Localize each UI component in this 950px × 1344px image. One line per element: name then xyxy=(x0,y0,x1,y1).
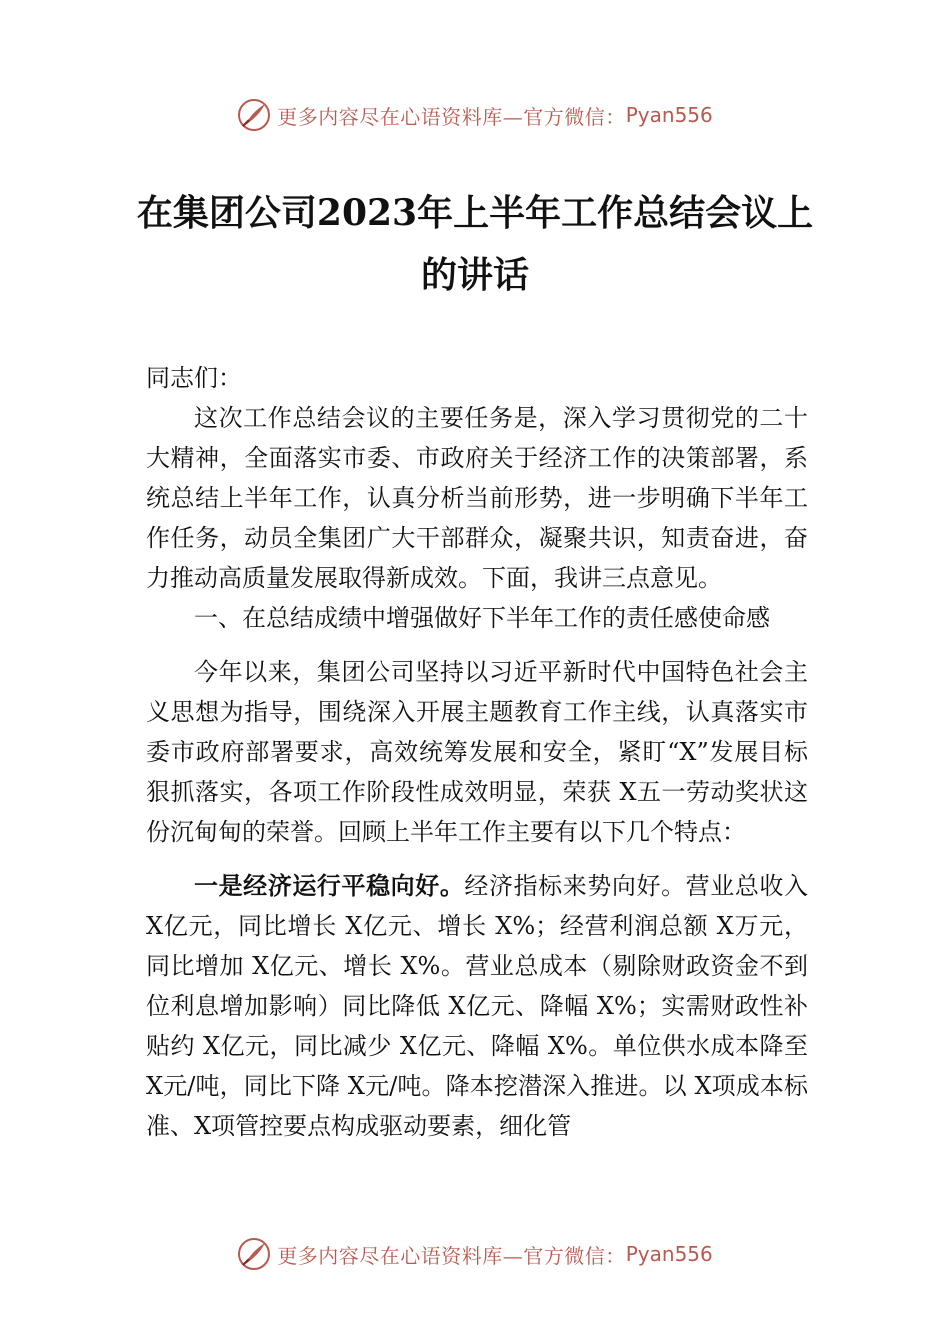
banner-wechat-id: Pyan556 xyxy=(625,1242,713,1266)
quill-pen-icon xyxy=(237,1237,271,1271)
banner-wechat-id: Pyan556 xyxy=(625,103,713,127)
quill-pen-icon xyxy=(237,98,271,132)
salutation: 同志们： xyxy=(146,364,242,392)
banner-text: 更多内容尽在心语资料库—官方微信： xyxy=(277,104,626,129)
title-line-1: 在集团公司2023年上半年工作总结会议上 xyxy=(136,192,814,234)
document-title xyxy=(120,182,830,306)
section-heading-1: 一、在总结成绩中增强做好下半年工作的责任感使命感 xyxy=(194,604,770,632)
header-banner xyxy=(0,95,950,135)
paragraph-lead: 一是经济运行平稳向好。 xyxy=(194,872,465,900)
paragraph-economy-body: 经济指标来势向好。营业总收入 X亿元，同比增长 X亿元、增长 X%；经营利润总额 X万元，同比增加 X亿元、增长 X%。营业总成本（剔除财政资金不到位利息增加影响）同比降低 X亿元、降幅 X%；实需财政性补贴约 X亿元，同比减少 X亿元、降幅 X%。单位供水成本降至 X元/吨，同比下降 X元/吨。降本挖潜深入推进。以 X项成本标准、X项管控要点构成驱动要素，细化管 xyxy=(146,872,809,1140)
banner-text: 更多内容尽在心语资料库—官方微信： xyxy=(277,1243,626,1268)
paragraph-review: 今年以来，集团公司坚持以习近平新时代中国特色社会主义思想为指导，围绕深入开展主题教育工作主线，认真落实市委市政府部署要求，高效统筹发展和安全，紧盯“X”发展目标狠抓落实，各项工作阶段性成效明显，荣获 X五一劳动奖状这份沉甸甸的荣誉。回顾上半年工作主要有以下几个特点： xyxy=(146,658,808,846)
footer-banner xyxy=(0,1234,950,1274)
paragraph-intro: 这次工作总结会议的主要任务是，深入学习贯彻党的二十大精神，全面落实市委、市政府关于经济工作的决策部署，系统总结上半年工作，认真分析当前形势，进一步明确下半年工作任务，动员全集团广大干部群众，凝聚共识，知责奋进，奋力推动高质量发展取得新成效。下面，我讲三点意见。 xyxy=(146,404,808,592)
title-line-2: 的讲话 xyxy=(420,254,529,296)
document-body xyxy=(146,358,808,1146)
paragraph-economy xyxy=(146,866,808,1146)
